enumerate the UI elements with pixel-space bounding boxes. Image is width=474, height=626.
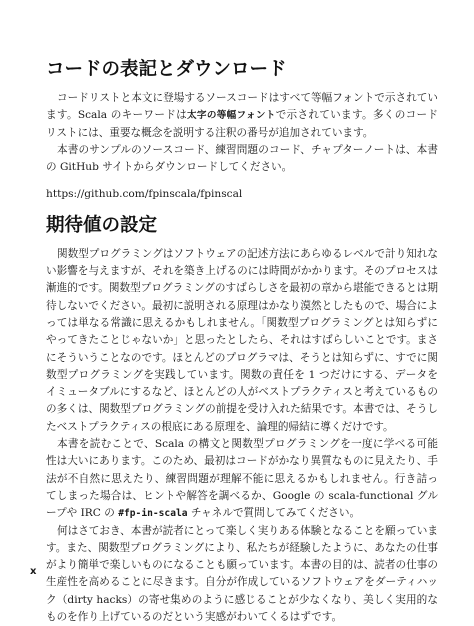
section-heading-expectations: 期待値の設定 <box>46 214 158 236</box>
bold-mono-term: 太字の等幅フォント <box>187 110 276 122</box>
paragraph-expectations-1: 関数型プログラミングはソフトウェアの記述方法にあらゆるレベルで計り知れない影響を与えますが、それを築き上げるのには時間がかかります。そのプロセスは漸進的です。関数型プログラミングのすばらしさを最初の章から堪能できるとは期待しないでください。最初に説明される原理はかなり漠然としたもので、場合によっては単なる常識に思えるかもしれません。「関数型プログラミングとは知らずにやってきたことじゃないか」と思ったとしたら、それはすばらしいことです。まさにそういうことなのです。ほとんどのプログラマは、そうとは知らずに、すでに関数型プログラミングを実践しています。関数の責任を 1 つだけにする、データをイミュータブルにするなど、ほとんどの人がベストプラクティスと考えているものの多くは、関数型プログラミングの前提を受け入れた結果です。本書では、そうしたベストプラクティスの根底にある原理を、論理的帰結に導くだけです。 <box>46 247 438 433</box>
paragraph-code-notation <box>46 90 438 142</box>
section-heading-code-notation: コードの表記とダウンロード <box>46 59 287 80</box>
text-run: チャネルで質問してみてください。 <box>187 507 361 520</box>
paragraph-download: 本書のサンプルのソースコード、練習問題のコード、チャプターノートは、本書の GitHub サイトからダウンロードしてください。 <box>46 143 438 174</box>
text-run: で示されています。多くのコードリストには、重要な概念を説明する注釈の番号が追加されています。 <box>46 109 438 139</box>
paragraph-expectations-2 <box>46 436 438 522</box>
github-url[interactable]: https://github.com/fpinscala/fpinscal <box>46 188 243 201</box>
page-number: x <box>30 566 37 577</box>
page-content <box>46 58 438 626</box>
paragraph-expectations-3: 何はさておき、本書が読者にとって楽しく実りある体験となることを願っています。また、関数型プログラミングにより、私たちが経験したように、あなたの仕事がより簡単で楽しいものになることも願っています。本書の目的は、読者の仕事の生産性を高めることに尽きます。自分が作成しているソフトウェアをダーティハック（dirty hacks）の寄せ集めのように感じることが少なくなり、美しく実用的なものを作り上げているのだという実感がわいてくるはずです。 <box>46 524 438 624</box>
text-run: 本書を読むことで、Scala の構文と関数型プログラミングを一度に学べる可能性は大いにあります。このため、最初はコードがかなり異質なものに見えたり、手法が不自然に思えたり、練習問題が理解不能に思えるかもしれません。行き詰ってしまった場合は、ヒントや解答を調べるか、Google の scala-functional グループや IRC の <box>46 438 438 520</box>
text-run: コードリストと本文に登場するソースコードはすべて等幅フォントで示されています。Scala のキーワードは <box>46 92 438 122</box>
irc-channel-code: #fp-in-scala <box>118 508 188 520</box>
